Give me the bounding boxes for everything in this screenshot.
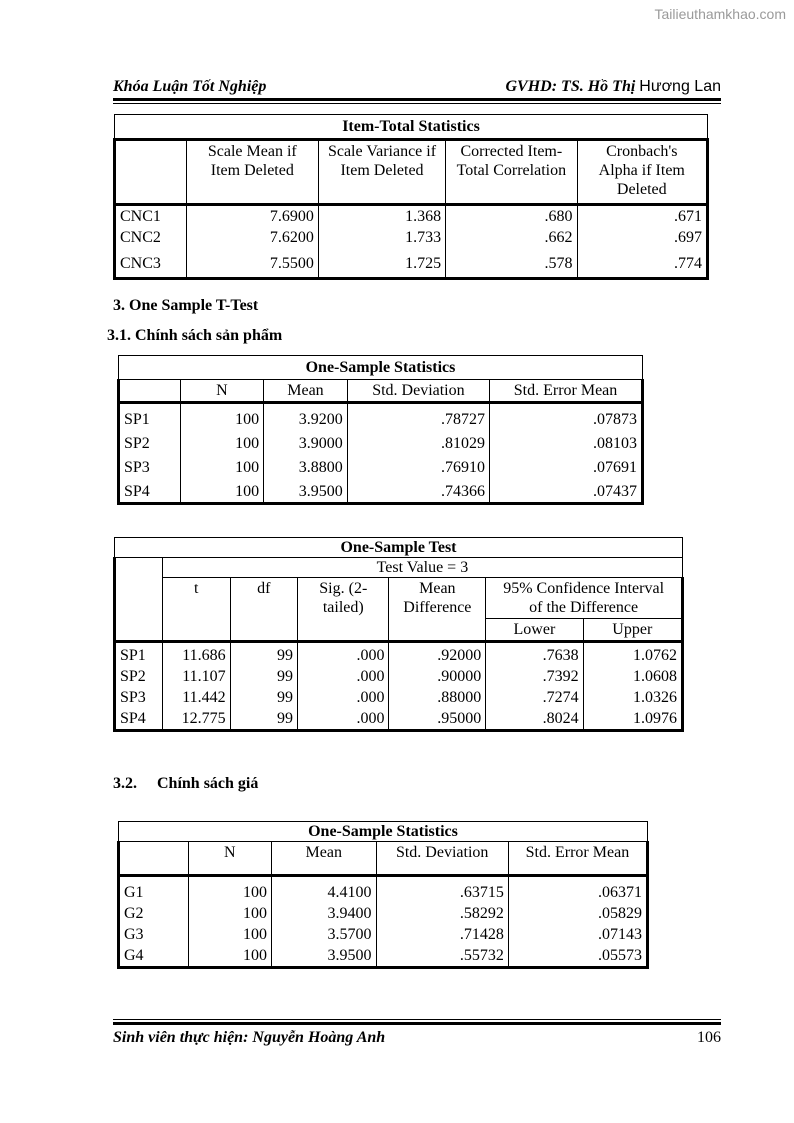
column-header: Scale Variance if Item Deleted	[318, 140, 445, 205]
column-header: Mean	[264, 380, 348, 403]
column-header: Cronbach's Alpha if Item Deleted	[577, 140, 707, 205]
header-corner	[119, 380, 181, 403]
row-label: G3	[119, 924, 189, 945]
column-header: Std. Deviation	[376, 842, 508, 876]
table-cell: 1.368	[318, 205, 445, 228]
header-corner	[115, 558, 163, 642]
table-cell: .71428	[376, 924, 508, 945]
table-row	[119, 403, 643, 431]
row-label: SP1	[115, 642, 163, 667]
row-label: G2	[119, 903, 189, 924]
table-cell: 100	[188, 945, 271, 968]
table-cell: 3.9400	[272, 903, 376, 924]
table-cell: 3.8800	[264, 454, 348, 478]
table-cell: .07437	[490, 478, 643, 504]
table-cell: 1.0976	[583, 708, 682, 731]
test-value-label: Test Value = 3	[162, 558, 682, 578]
table-cell: .07143	[508, 924, 647, 945]
watermark-text: Tailieuthamkhao.com	[654, 6, 786, 22]
header-rule-thick	[113, 98, 721, 101]
column-header: N	[188, 842, 271, 876]
g-one-sample-statistics-table	[117, 821, 649, 969]
sp-one-sample-statistics-table	[117, 355, 644, 505]
table-cell: .7392	[486, 666, 583, 687]
table-cell: .06371	[508, 876, 647, 904]
table-cell: .05829	[508, 903, 647, 924]
row-label: SP2	[119, 430, 181, 454]
table-title: One-Sample Statistics	[119, 356, 643, 380]
row-label: CNC1	[115, 205, 187, 228]
column-header: Mean	[272, 842, 376, 876]
page-header	[113, 78, 721, 98]
table-cell: 100	[180, 478, 263, 504]
table-cell: 99	[230, 642, 297, 667]
column-header: Corrected Item- Total Correlation	[446, 140, 577, 205]
header-advisor-bold: GVHD: TS. Hồ Thị	[505, 78, 636, 95]
table-cell: .662	[446, 227, 577, 248]
table-row	[115, 642, 683, 667]
table-cell: .578	[446, 248, 577, 279]
table-cell: .81029	[347, 430, 489, 454]
column-header-upper: Upper	[583, 619, 682, 642]
table-cell: .697	[577, 227, 707, 248]
row-label: SP4	[119, 478, 181, 504]
header-rule-thin	[113, 103, 721, 104]
column-header: Std. Error Mean	[490, 380, 643, 403]
table-row	[115, 666, 683, 687]
table-cell: 1.0608	[583, 666, 682, 687]
row-label: SP3	[115, 687, 163, 708]
row-label: SP4	[115, 708, 163, 731]
row-label: G1	[119, 876, 189, 904]
section-heading-3-2	[113, 775, 258, 793]
column-header-confidence-interval: 95% Confidence Interval of the Difference	[486, 578, 683, 619]
table-cell: 11.686	[162, 642, 230, 667]
table-cell: 3.9200	[264, 403, 348, 431]
table-cell: .90000	[389, 666, 486, 687]
table-row	[119, 903, 648, 924]
table-cell: .05573	[508, 945, 647, 968]
page-number: 106	[697, 1029, 721, 1046]
table-cell: 3.9000	[264, 430, 348, 454]
table-cell: 100	[180, 454, 263, 478]
table-cell: .08103	[490, 430, 643, 454]
column-header: Std. Error Mean	[508, 842, 647, 876]
table-cell: .7638	[486, 642, 583, 667]
column-header: N	[180, 380, 263, 403]
row-label: CNC3	[115, 248, 187, 279]
header-corner	[119, 842, 189, 876]
footer-rule-thin	[113, 1019, 721, 1020]
table-row	[119, 945, 648, 968]
table-row	[115, 248, 708, 279]
table-cell: .07873	[490, 403, 643, 431]
table-title-row	[119, 356, 643, 380]
column-header: Std. Deviation	[347, 380, 489, 403]
header-thesis-title: Khóa Luận Tốt Nghiệp	[113, 78, 267, 95]
table-cell: .774	[577, 248, 707, 279]
table-cell: 3.5700	[272, 924, 376, 945]
table-cell: 100	[188, 903, 271, 924]
table-cell: .000	[298, 687, 389, 708]
table-cell: 11.107	[162, 666, 230, 687]
table-cell: 12.775	[162, 708, 230, 731]
table-cell: .55732	[376, 945, 508, 968]
table-title: Item-Total Statistics	[115, 115, 708, 140]
table-row	[119, 478, 643, 504]
sp-one-sample-test-table	[113, 537, 684, 732]
table-cell: .671	[577, 205, 707, 228]
table-title-row	[115, 538, 683, 558]
header-advisor	[506, 78, 722, 96]
table-cell: 1.0326	[583, 687, 682, 708]
column-header-sig: Sig. (2- tailed)	[298, 578, 389, 642]
table-cell: 7.6900	[186, 205, 318, 228]
table-cell: 99	[230, 666, 297, 687]
table-cell: .78727	[347, 403, 489, 431]
table-header-row	[115, 578, 683, 619]
table-row	[119, 876, 648, 904]
table-cell: 1.733	[318, 227, 445, 248]
table-row	[115, 708, 683, 731]
test-value-row	[115, 558, 683, 578]
section-number: 3.2.	[113, 775, 137, 792]
footer-rule-thick	[113, 1022, 721, 1025]
table-cell: 100	[180, 430, 263, 454]
column-header-t: t	[162, 578, 230, 642]
footer-author: Sinh viên thực hiện: Nguyễn Hoàng Anh	[113, 1029, 386, 1046]
table-header-row	[119, 842, 648, 876]
header-corner	[115, 140, 187, 205]
row-label: G4	[119, 945, 189, 968]
table-row	[115, 227, 708, 248]
table-cell: 100	[188, 924, 271, 945]
table-header-row	[119, 380, 643, 403]
table-cell: 7.5500	[186, 248, 318, 279]
column-header-mean-difference: Mean Difference	[389, 578, 486, 642]
row-label: SP3	[119, 454, 181, 478]
table-title-row	[119, 822, 648, 842]
table-cell: 3.9500	[264, 478, 348, 504]
section-heading-3: 3. One Sample T-Test	[113, 297, 259, 314]
header-advisor-plain: Hương Lan	[639, 78, 721, 95]
table-row	[115, 687, 683, 708]
table-cell: 1.0762	[583, 642, 682, 667]
table-cell: 99	[230, 708, 297, 731]
table-cell: .7274	[486, 687, 583, 708]
table-cell: .58292	[376, 903, 508, 924]
section-heading-3-1: 3.1. Chính sách sản phẩm	[107, 327, 283, 344]
table-cell: 11.442	[162, 687, 230, 708]
table-title: One-Sample Test	[115, 538, 683, 558]
row-label: SP2	[115, 666, 163, 687]
table-cell: .8024	[486, 708, 583, 731]
column-header-lower: Lower	[486, 619, 583, 642]
table-row	[119, 430, 643, 454]
table-cell: .74366	[347, 478, 489, 504]
table-cell: .88000	[389, 687, 486, 708]
table-cell: 99	[230, 687, 297, 708]
table-cell: .000	[298, 642, 389, 667]
table-row	[119, 454, 643, 478]
table-title-row	[115, 115, 708, 140]
table-cell: .63715	[376, 876, 508, 904]
table-cell: 1.725	[318, 248, 445, 279]
table-cell: 7.6200	[186, 227, 318, 248]
column-header: Scale Mean if Item Deleted	[186, 140, 318, 205]
table-row	[119, 924, 648, 945]
table-cell: .95000	[389, 708, 486, 731]
table-cell: 3.9500	[272, 945, 376, 968]
table-cell: .92000	[389, 642, 486, 667]
table-cell: .680	[446, 205, 577, 228]
table-cell: 4.4100	[272, 876, 376, 904]
table-cell: 100	[180, 403, 263, 431]
table-cell: 100	[188, 876, 271, 904]
row-label: SP1	[119, 403, 181, 431]
table-cell: .76910	[347, 454, 489, 478]
table-row	[115, 205, 708, 228]
table-cell: .000	[298, 666, 389, 687]
item-total-statistics-table	[113, 114, 709, 280]
table-cell: .000	[298, 708, 389, 731]
table-header-row	[115, 140, 708, 205]
row-label: CNC2	[115, 227, 187, 248]
column-header-df: df	[230, 578, 297, 642]
table-cell: .07691	[490, 454, 643, 478]
section-title: Chính sách giá	[157, 775, 259, 792]
table-title: One-Sample Statistics	[119, 822, 648, 842]
